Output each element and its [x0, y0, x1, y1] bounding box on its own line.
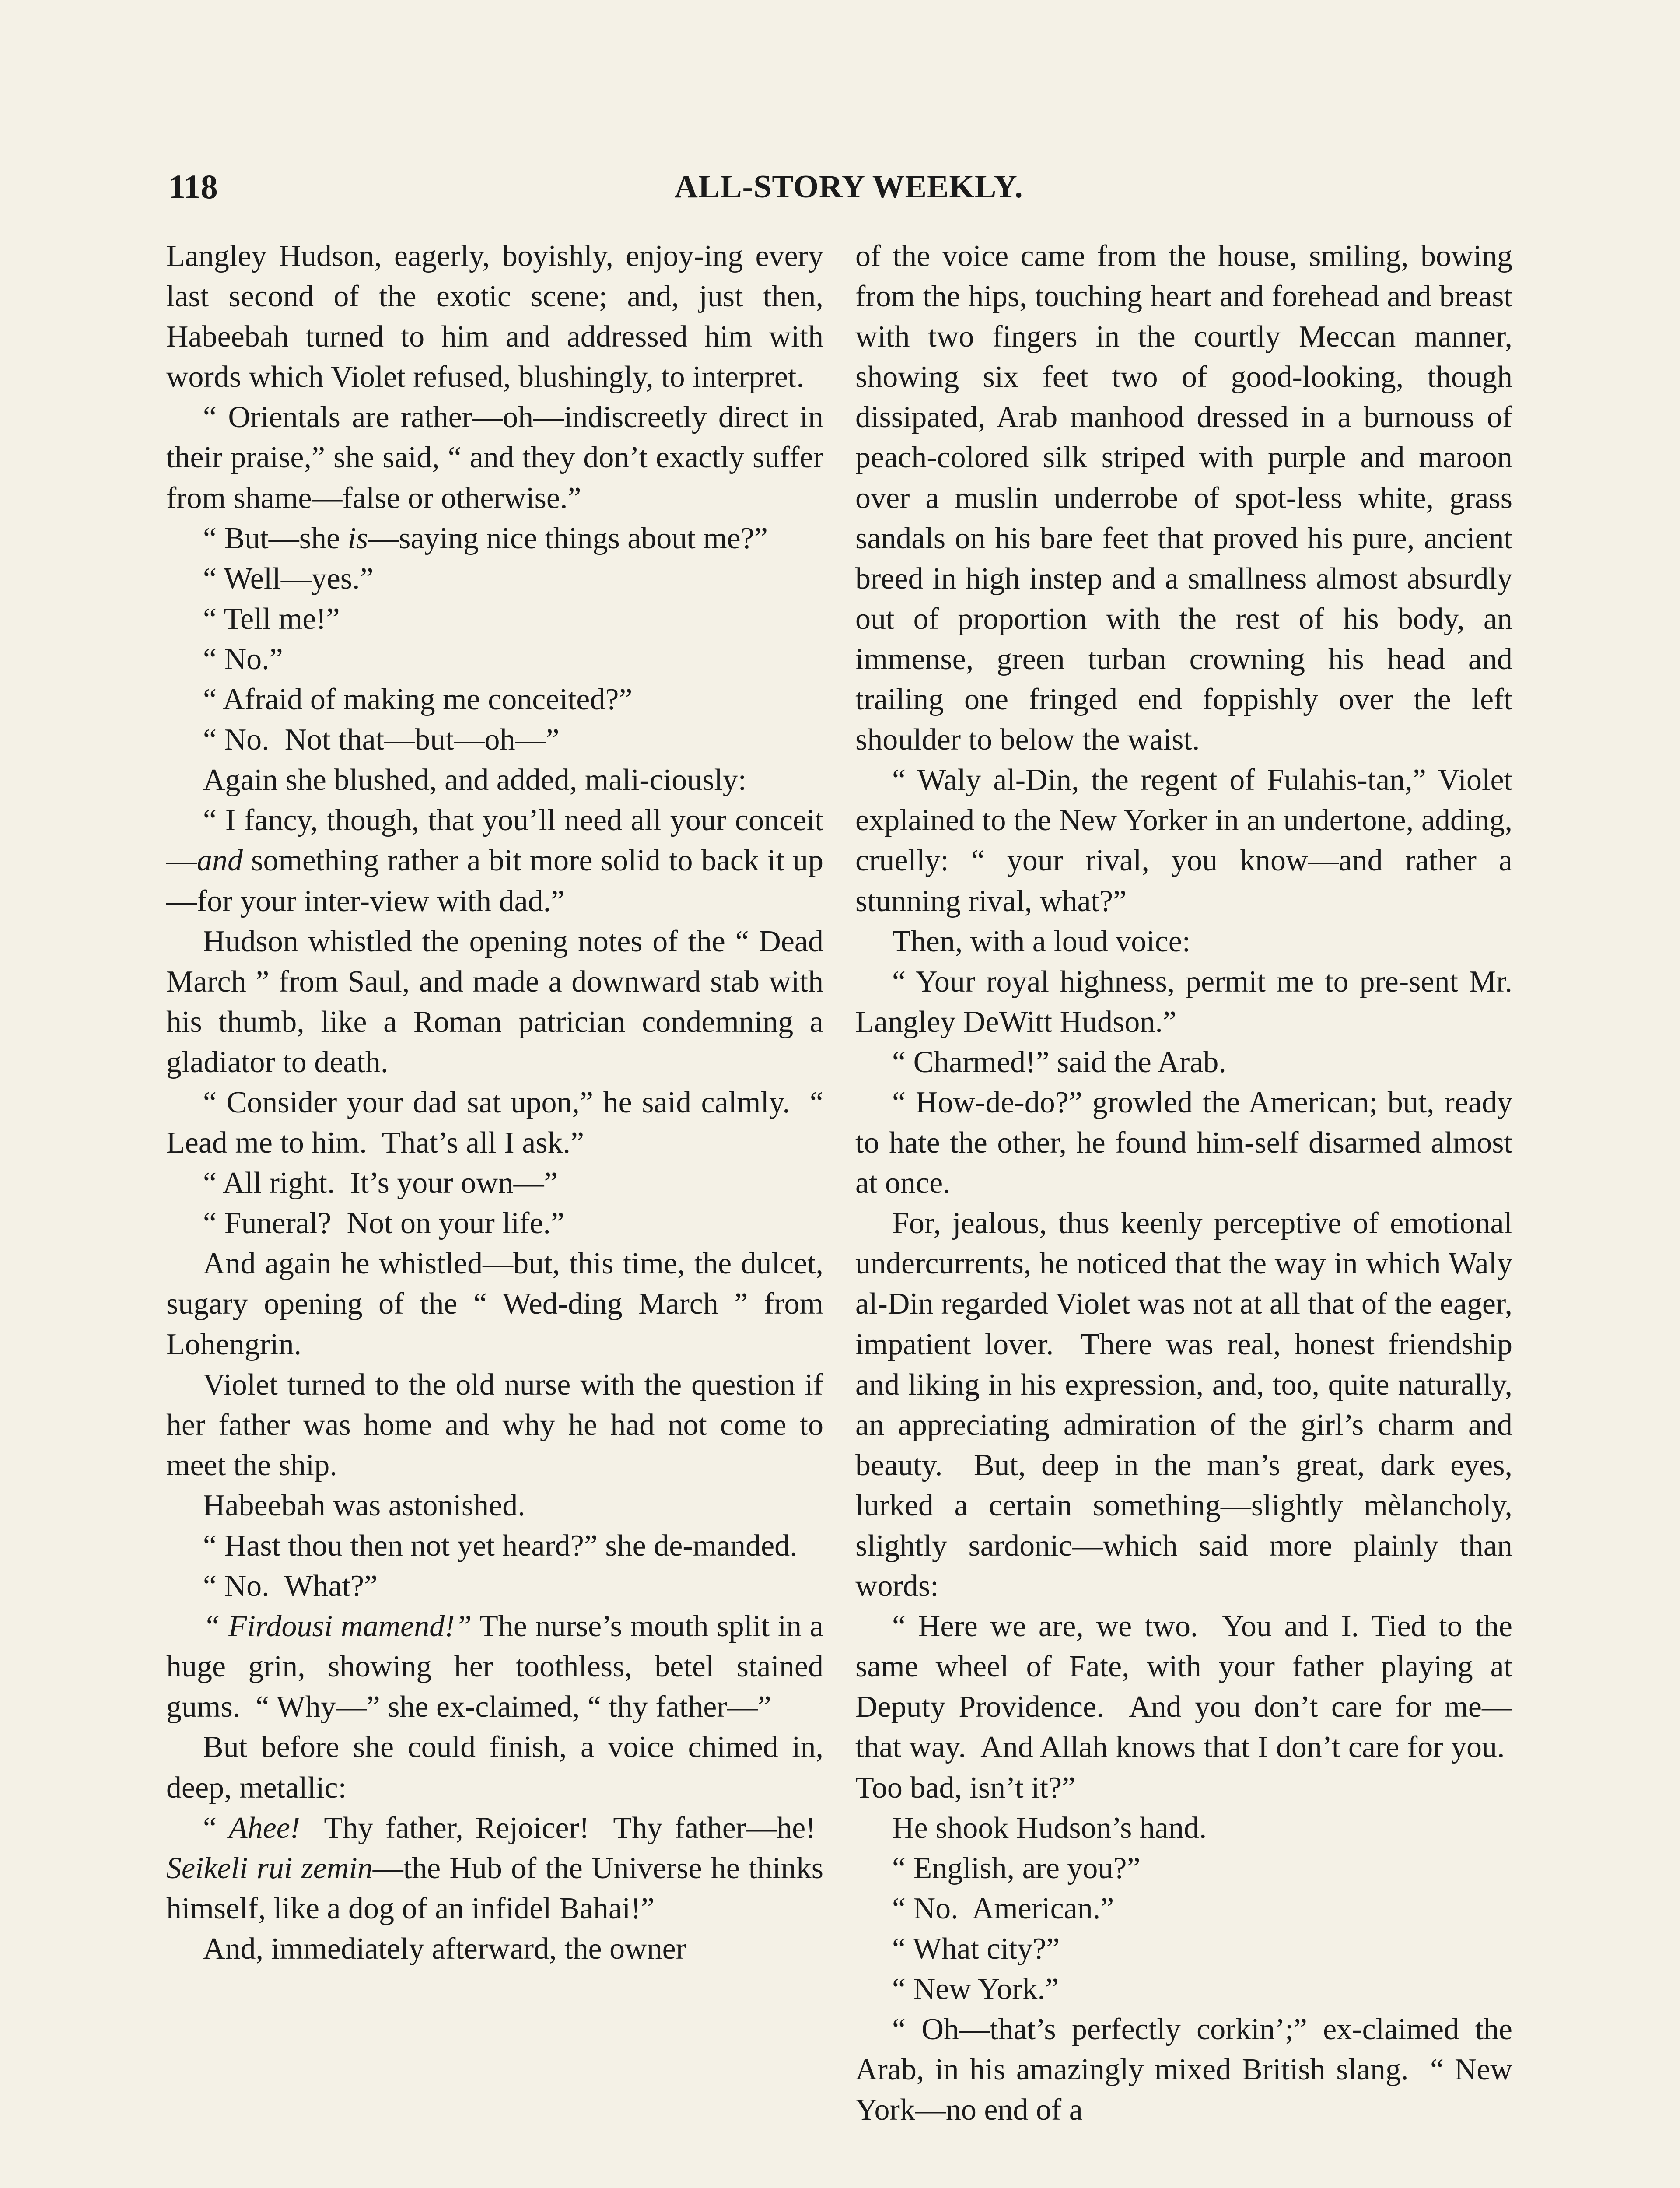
- paragraph: Then, with a loud voice:: [892, 924, 1191, 958]
- paragraph: “ Funeral? Not on your life.”: [203, 1206, 565, 1241]
- left-text-column: [166, 236, 823, 2188]
- right-text-column: [855, 236, 1512, 2188]
- paragraph: Violet turned to the old nurse with the question if her father was home and why he had not come to meet the ship.: [166, 1368, 823, 1482]
- paragraph: “ Ahee! Thy father, Rejoicer! Thy father—he! Seikeli rui zemin—the Hub of the Universe he thinks himself, like a dog of an infidel Bahai!”: [166, 1811, 823, 1925]
- paragraph: “ Tell me!”: [203, 602, 340, 636]
- paragraph: Hudson whistled the opening notes of the “ Dead March ” from Saul, and made a downward stab with his thumb, like a Roman patrician condemning a gladiator to death.: [166, 924, 823, 1079]
- paragraph: Habeebah was astonished.: [203, 1488, 525, 1522]
- paragraph: “ All right. It’s your own—”: [203, 1166, 558, 1200]
- paragraph: “ What city?”: [892, 1932, 1060, 1966]
- page-number: 118: [168, 168, 218, 206]
- paragraph: “ No. Not that—but—oh—”: [203, 723, 560, 757]
- paragraph: And, immediately afterward, the owner: [203, 1932, 686, 1966]
- paragraph: “ Waly al-Din, the regent of Fulahis-tan,” Violet explained to the New Yorker in an undertone, adding, cruelly: “ your rival, you know—and rather a stunning rival, what?”: [855, 763, 1512, 918]
- paragraph: “ Hast thou then not yet heard?” she de-manded.: [203, 1529, 798, 1563]
- paragraph: “ But—she is—saying nice things about me?”: [203, 521, 768, 555]
- paragraph: Again she blushed, and added, mali-ciously:: [203, 763, 747, 797]
- paragraph: “ Charmed!” said the Arab.: [892, 1045, 1226, 1079]
- paragraph: “ Well—yes.”: [203, 561, 374, 596]
- paragraph: “ Oh—that’s perfectly corkin’;” ex-claimed the Arab, in his amazingly mixed British slang. “ New York—no end of a: [855, 2013, 1512, 2127]
- paragraph: of the voice came from the house, smiling, bowing from the hips, touching heart and forehead and breast with two fingers in the courtly Meccan manner, showing six feet two of good-looking, though dissipated, Arab manhood dressed in a burnouss of peach-colored silk striped with purple and maroon over a muslin underrobe of spot-less white, grass sandals on his bare feet that proved his pure, ancient breed in high instep and a smallness almost absurdly out of proportion with the rest of his body, an immense, green turban crowning his head and trailing one fringed end foppishly over the left shoulder to below the waist.: [855, 239, 1512, 757]
- paragraph: But before she could finish, a voice chimed in, deep, metallic:: [166, 1730, 823, 1805]
- paragraph: “ I fancy, though, that you’ll need all your conceit—and something rather a bit more solid to back it up—for your inter-view with dad.”: [166, 803, 823, 918]
- paragraph: “ Your royal highness, permit me to pre-sent Mr. Langley DeWitt Hudson.”: [855, 964, 1512, 1039]
- paragraph: “ English, are you?”: [892, 1851, 1141, 1885]
- paragraph: “ Here we are, we two. You and I. Tied to the same wheel of Fate, with your father playing at Deputy Providence. And you don’t care for me—that way. And Allah knows that I don’t care for you. Too bad, isn’t it?”: [855, 1609, 1512, 1805]
- paragraph: “ Afraid of making me conceited?”: [203, 683, 633, 717]
- paragraph: “ No.”: [203, 642, 283, 676]
- paragraph: “ No. American.”: [892, 1891, 1114, 1925]
- running-head: ALL-STORY WEEKLY.: [674, 168, 1023, 205]
- paragraph: “ Consider your dad sat upon,” he said calmly. “ Lead me to him. That’s all I ask.”: [166, 1085, 823, 1160]
- paragraph: For, jealous, thus keenly perceptive of emotional undercurrents, he noticed that the way in which Waly al-Din regarded Violet was not at all that of the eager, impatient lover. There was real, honest friendship and liking in his expression, and, too, quite naturally, an appreciating admiration of the girl’s charm and beauty. But, deep in the man’s great, dark eyes, lurked a certain something—slightly mèlancholy, slightly sardonic—which said more plainly than words:: [855, 1206, 1512, 1603]
- paragraph: He shook Hudson’s hand.: [892, 1811, 1207, 1845]
- paragraph: And again he whistled—but, this time, the dulcet, sugary opening of the “ Wed-ding March ” from Lohengrin.: [166, 1247, 823, 1361]
- paragraph: “ New York.”: [892, 1972, 1059, 2006]
- paragraph: “ No. What?”: [203, 1569, 378, 1603]
- paragraph: “ How-de-do?” growled the American; but, ready to hate the other, he found him-self disarmed almost at once.: [855, 1085, 1512, 1200]
- paragraph: Langley Hudson, eagerly, boyishly, enjoy-ing every last second of the exotic scene; and, just then, Habeebah turned to him and addressed him with words which Violet refused, blushingly, to interpret.: [166, 239, 823, 394]
- page-header: [168, 163, 1529, 211]
- paragraph: “ Firdousi mamend!” The nurse’s mouth split in a huge grin, showing her toothless, betel stained gums. “ Why—” she ex-claimed, “ thy father—”: [166, 1609, 823, 1724]
- paragraph: “ Orientals are rather—oh—indiscreetly direct in their praise,” she said, “ and they don’t exactly suffer from shame—false or otherwise.”: [166, 400, 823, 515]
